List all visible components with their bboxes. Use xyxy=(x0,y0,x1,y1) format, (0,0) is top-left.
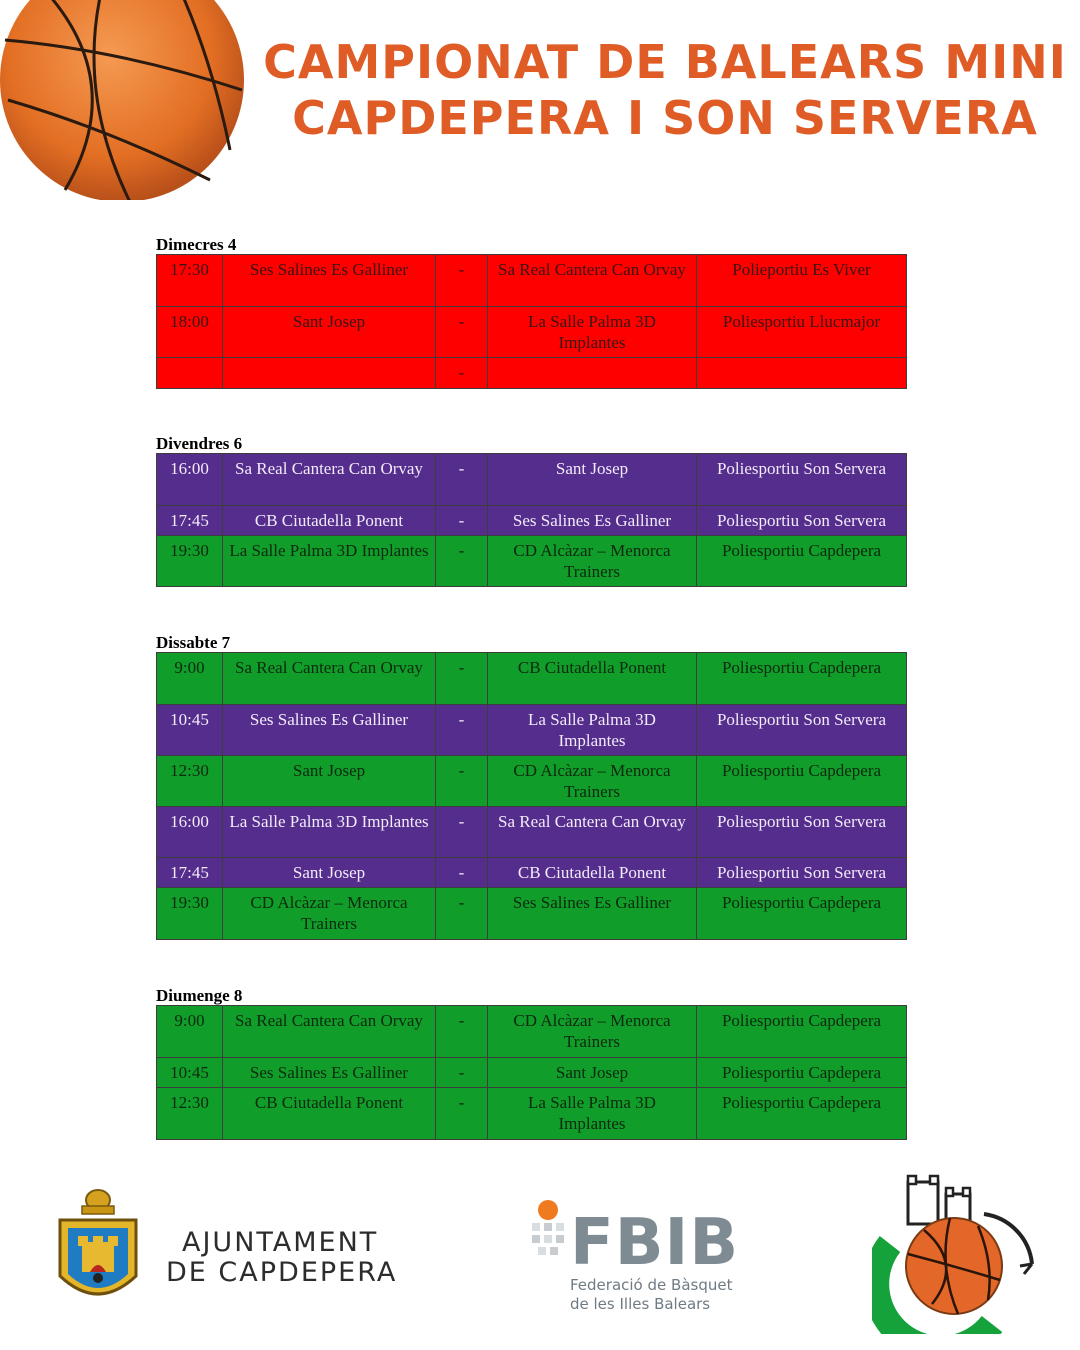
away-team: Sa Real Cantera Can Orvay xyxy=(488,255,697,307)
match-time: 16:00 xyxy=(157,807,223,858)
match-separator: - xyxy=(436,506,488,536)
away-team: La Salle Palma 3D Implantes xyxy=(488,1088,697,1140)
match-time: 18:00 xyxy=(157,307,223,358)
day-label: Dissabte 7 xyxy=(156,633,231,652)
home-team: La Salle Palma 3D Implantes xyxy=(223,536,436,587)
match-venue: Poliesportiu Capdepera xyxy=(697,1058,907,1088)
home-team: Sant Josep xyxy=(223,858,436,888)
away-team: CD Alcàzar – Menorca Trainers xyxy=(488,1006,697,1058)
day-label: Diumenge 8 xyxy=(156,986,243,1005)
schedule-table xyxy=(156,1005,907,1140)
away-team: CB Ciutadella Ponent xyxy=(488,653,697,705)
match-separator: - xyxy=(436,756,488,807)
ajuntament-text xyxy=(166,1228,397,1288)
match-separator: - xyxy=(436,358,488,389)
home-team: CB Ciutadella Ponent xyxy=(223,506,436,536)
match-row xyxy=(157,705,907,756)
day-label: Divendres 6 xyxy=(156,434,243,453)
match-row xyxy=(157,756,907,807)
match-separator: - xyxy=(436,307,488,358)
home-team: La Salle Palma 3D Implantes xyxy=(223,807,436,858)
home-team: Sa Real Cantera Can Orvay xyxy=(223,454,436,506)
match-row xyxy=(157,858,907,888)
match-time: 12:30 xyxy=(157,1088,223,1140)
match-time: 19:30 xyxy=(157,536,223,587)
match-venue: Poliesportiu Capdepera xyxy=(697,888,907,940)
match-time: 9:00 xyxy=(157,653,223,705)
match-separator: - xyxy=(436,858,488,888)
match-venue: Poliesportiu Capdepera xyxy=(697,653,907,705)
match-venue: Poliesportiu Llucmajor xyxy=(697,307,907,358)
ajuntament-line-2: DE CAPDEPERA xyxy=(166,1257,398,1288)
fbib-sub-line-1: Federació de Bàsquet xyxy=(570,1276,733,1294)
match-row xyxy=(157,1006,907,1058)
basketball-icon xyxy=(0,0,250,200)
match-separator: - xyxy=(436,536,488,587)
title-line-2: CAPDEPERA I SON SERVERA xyxy=(292,91,1038,145)
match-separator: - xyxy=(436,1088,488,1140)
match-time: 19:30 xyxy=(157,888,223,940)
match-venue: Poliesportiu Son Servera xyxy=(697,807,907,858)
home-team: Ses Salines Es Galliner xyxy=(223,1058,436,1088)
match-separator: - xyxy=(436,653,488,705)
home-team: CB Ciutadella Ponent xyxy=(223,1088,436,1140)
match-separator: - xyxy=(436,888,488,940)
schedule-table xyxy=(156,254,907,389)
match-time: 17:30 xyxy=(157,255,223,307)
away-team: CB Ciutadella Ponent xyxy=(488,858,697,888)
match-venue: Poliesportiu Capdepera xyxy=(697,1088,907,1140)
match-row xyxy=(157,255,907,307)
match-row xyxy=(157,653,907,705)
match-time: 10:45 xyxy=(157,1058,223,1088)
match-venue xyxy=(697,358,907,389)
match-row xyxy=(157,1088,907,1140)
home-team: Sa Real Cantera Can Orvay xyxy=(223,653,436,705)
match-separator: - xyxy=(436,705,488,756)
away-team xyxy=(488,358,697,389)
home-team: Sant Josep xyxy=(223,307,436,358)
away-team: Sant Josep xyxy=(488,454,697,506)
fbib-sub-line-2: de les Illes Balears xyxy=(570,1295,711,1313)
away-team: Ses Salines Es Galliner xyxy=(488,888,697,940)
match-row xyxy=(157,807,907,858)
match-row xyxy=(157,536,907,587)
home-team: Sa Real Cantera Can Orvay xyxy=(223,1006,436,1058)
match-separator: - xyxy=(436,454,488,506)
match-row xyxy=(157,358,907,389)
match-separator: - xyxy=(436,1006,488,1058)
match-time: 10:45 xyxy=(157,705,223,756)
schedule-table xyxy=(156,453,907,587)
match-separator: - xyxy=(436,255,488,307)
coat-of-arms-icon xyxy=(52,1186,144,1314)
match-venue: Poliesportiu Son Servera xyxy=(697,705,907,756)
fbib-name: FBIB xyxy=(570,1206,740,1280)
fbib-ball-icon xyxy=(528,1198,568,1256)
match-venue: Poliesportiu Son Servera xyxy=(697,454,907,506)
match-venue: Poliesportiu Son Servera xyxy=(697,858,907,888)
match-row xyxy=(157,888,907,940)
away-team: La Salle Palma 3D Implantes xyxy=(488,705,697,756)
cb-capdepera-logo-icon xyxy=(872,1174,1042,1334)
home-team: Ses Salines Es Galliner xyxy=(223,255,436,307)
match-time: 17:45 xyxy=(157,506,223,536)
home-team: CD Alcàzar – Menorca Trainers xyxy=(223,888,436,940)
page-title xyxy=(250,34,1080,146)
match-time xyxy=(157,358,223,389)
away-team: Sant Josep xyxy=(488,1058,697,1088)
match-row xyxy=(157,454,907,506)
day-label: Dimecres 4 xyxy=(156,235,237,254)
away-team: Ses Salines Es Galliner xyxy=(488,506,697,536)
match-row xyxy=(157,307,907,358)
title-line-1: CAMPIONAT DE BALEARS MINI xyxy=(263,35,1067,89)
match-row xyxy=(157,1058,907,1088)
ajuntament-line-1: AJUNTAMENT xyxy=(182,1227,379,1258)
away-team: Sa Real Cantera Can Orvay xyxy=(488,807,697,858)
away-team: CD Alcàzar – Menorca Trainers xyxy=(488,756,697,807)
fbib-subtitle xyxy=(570,1276,732,1314)
match-time: 17:45 xyxy=(157,858,223,888)
home-team: Sant Josep xyxy=(223,756,436,807)
match-time: 9:00 xyxy=(157,1006,223,1058)
match-venue: Poliesportiu Capdepera xyxy=(697,756,907,807)
away-team: La Salle Palma 3D Implantes xyxy=(488,307,697,358)
match-time: 16:00 xyxy=(157,454,223,506)
match-row xyxy=(157,506,907,536)
home-team: Ses Salines Es Galliner xyxy=(223,705,436,756)
match-venue: Poliesportiu Capdepera xyxy=(697,1006,907,1058)
match-separator: - xyxy=(436,1058,488,1088)
match-venue: Poliesportiu Capdepera xyxy=(697,536,907,587)
match-time: 12:30 xyxy=(157,756,223,807)
match-venue: Poliesportiu Son Servera xyxy=(697,506,907,536)
home-team xyxy=(223,358,436,389)
schedule-table xyxy=(156,652,907,940)
match-separator: - xyxy=(436,807,488,858)
away-team: CD Alcàzar – Menorca Trainers xyxy=(488,536,697,587)
match-venue: Polieportiu Es Viver xyxy=(697,255,907,307)
